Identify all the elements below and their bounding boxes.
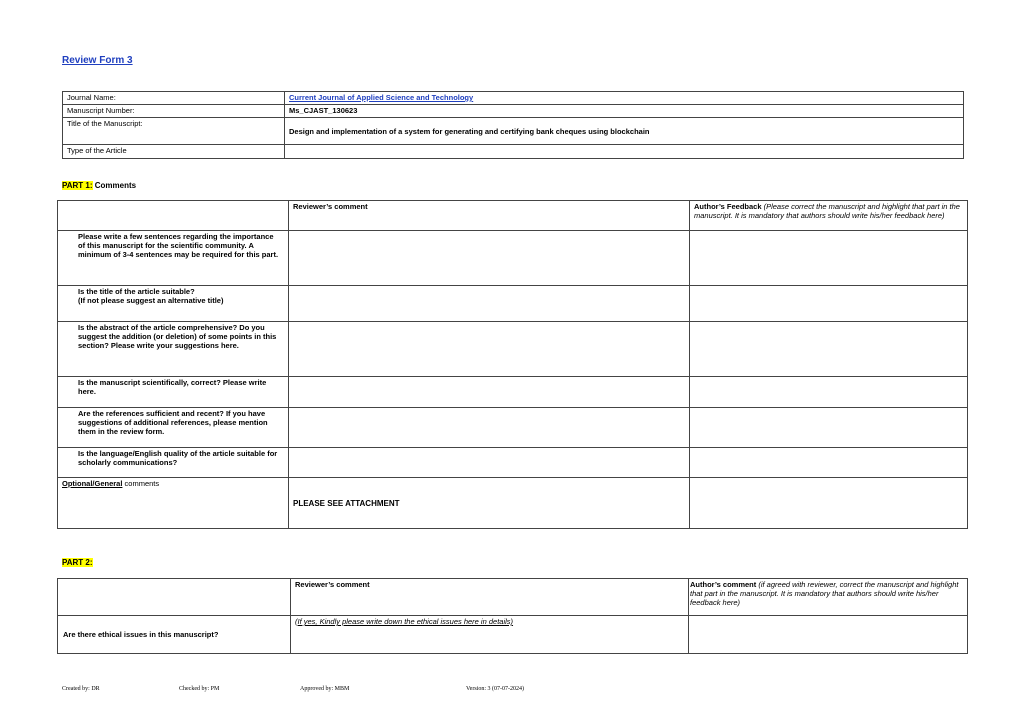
author-feedback-cell[interactable]	[690, 408, 968, 448]
ethical-issues-author-cell[interactable]	[689, 616, 968, 654]
author-feedback-cell[interactable]	[690, 286, 968, 322]
reviewer-comment-cell[interactable]	[289, 448, 690, 478]
part1-label: PART 1:	[62, 181, 93, 190]
manuscript-title-value: Design and implementation of a system for generating and certifying bank cheques using blockchain	[285, 118, 964, 145]
part2-label: PART 2:	[62, 558, 93, 567]
question-references: Are the references sufficient and recent? If you have suggestions of additional references, please mention them in the review form.	[58, 408, 289, 448]
author-feedback-cell[interactable]	[690, 377, 968, 408]
manuscript-title-label: Title of the Manuscript:	[63, 118, 285, 145]
reviewer-comment-cell[interactable]	[289, 377, 690, 408]
author-feedback-cell[interactable]	[690, 231, 968, 286]
part2-heading	[62, 558, 93, 567]
article-type-value[interactable]	[285, 145, 964, 159]
article-type-label: Type of the Article	[63, 145, 285, 159]
reviewer-comment-cell[interactable]	[289, 322, 690, 377]
author-feedback-cell[interactable]	[690, 448, 968, 478]
question-title: Is the title of the article suitable? (If not please suggest an alternative title)	[58, 286, 289, 322]
reviewer-comment-cell[interactable]	[289, 286, 690, 322]
footer-created: Created by: DR	[62, 686, 100, 692]
part2-ethics-table	[57, 578, 968, 654]
part1-corner-cell	[58, 201, 289, 231]
footer-checked: Checked by: PM	[179, 686, 220, 692]
question-scientific: Is the manuscript scientifically, correct? Please write here.	[58, 377, 289, 408]
optional-reviewer-comment[interactable]: PLEASE SEE ATTACHMENT	[289, 478, 690, 529]
question-importance: Please write a few sentences regarding the importance of this manuscript for the scientific community. A minimum of 3-4 sentences may be required for this part.	[58, 231, 289, 286]
reviewer-comment-cell[interactable]	[289, 231, 690, 286]
question-abstract: Is the abstract of the article comprehensive? Do you suggest the addition (or deletion) of some points in this section? Please write your suggestions here.	[58, 322, 289, 377]
manuscript-number-label: Manuscript Number:	[63, 105, 285, 118]
form-title: Review Form 3	[62, 55, 133, 66]
part1-comments-table	[57, 200, 968, 529]
part1-heading	[62, 181, 136, 190]
part2-author-header: Author’s comment (if agreed with reviewer, correct the manuscript and highlight that part in the manuscript. It is mandatory that authors should write his/her feedback here)	[689, 579, 968, 616]
part2-reviewer-header: Reviewer’s comment	[291, 579, 689, 616]
optional-author-feedback[interactable]	[690, 478, 968, 529]
footer-version: Version: 3 (07-07-2024)	[466, 686, 524, 692]
manuscript-number-value: Ms_CJAST_130623	[285, 105, 964, 118]
journal-name-link[interactable]: Current Journal of Applied Science and Technology	[289, 93, 474, 102]
author-feedback-cell[interactable]	[690, 322, 968, 377]
ethical-issues-hint: (If yes, Kindly please write down the ethical issues here in details)	[295, 617, 514, 626]
part2-corner-cell	[58, 579, 291, 616]
part1-reviewer-header: Reviewer’s comment	[289, 201, 690, 231]
reviewer-comment-cell[interactable]	[289, 408, 690, 448]
manuscript-info-table	[62, 91, 964, 159]
part1-author-header: Author’s Feedback (Please correct the manuscript and highlight that part in the manuscript. It is mandatory that authors should write his/her feedback here)	[690, 201, 968, 231]
part1-label-rest: Comments	[92, 181, 137, 190]
ethical-issues-question: Are there ethical issues in this manuscript?	[58, 616, 291, 654]
ethical-issues-reviewer-cell[interactable]	[291, 616, 689, 654]
question-language: Is the language/English quality of the article suitable for scholarly communications?	[58, 448, 289, 478]
footer-approved: Approved by: MBM	[300, 686, 350, 692]
journal-name-label: Journal Name:	[63, 92, 285, 105]
optional-general-label: Optional/General comments	[58, 478, 289, 529]
